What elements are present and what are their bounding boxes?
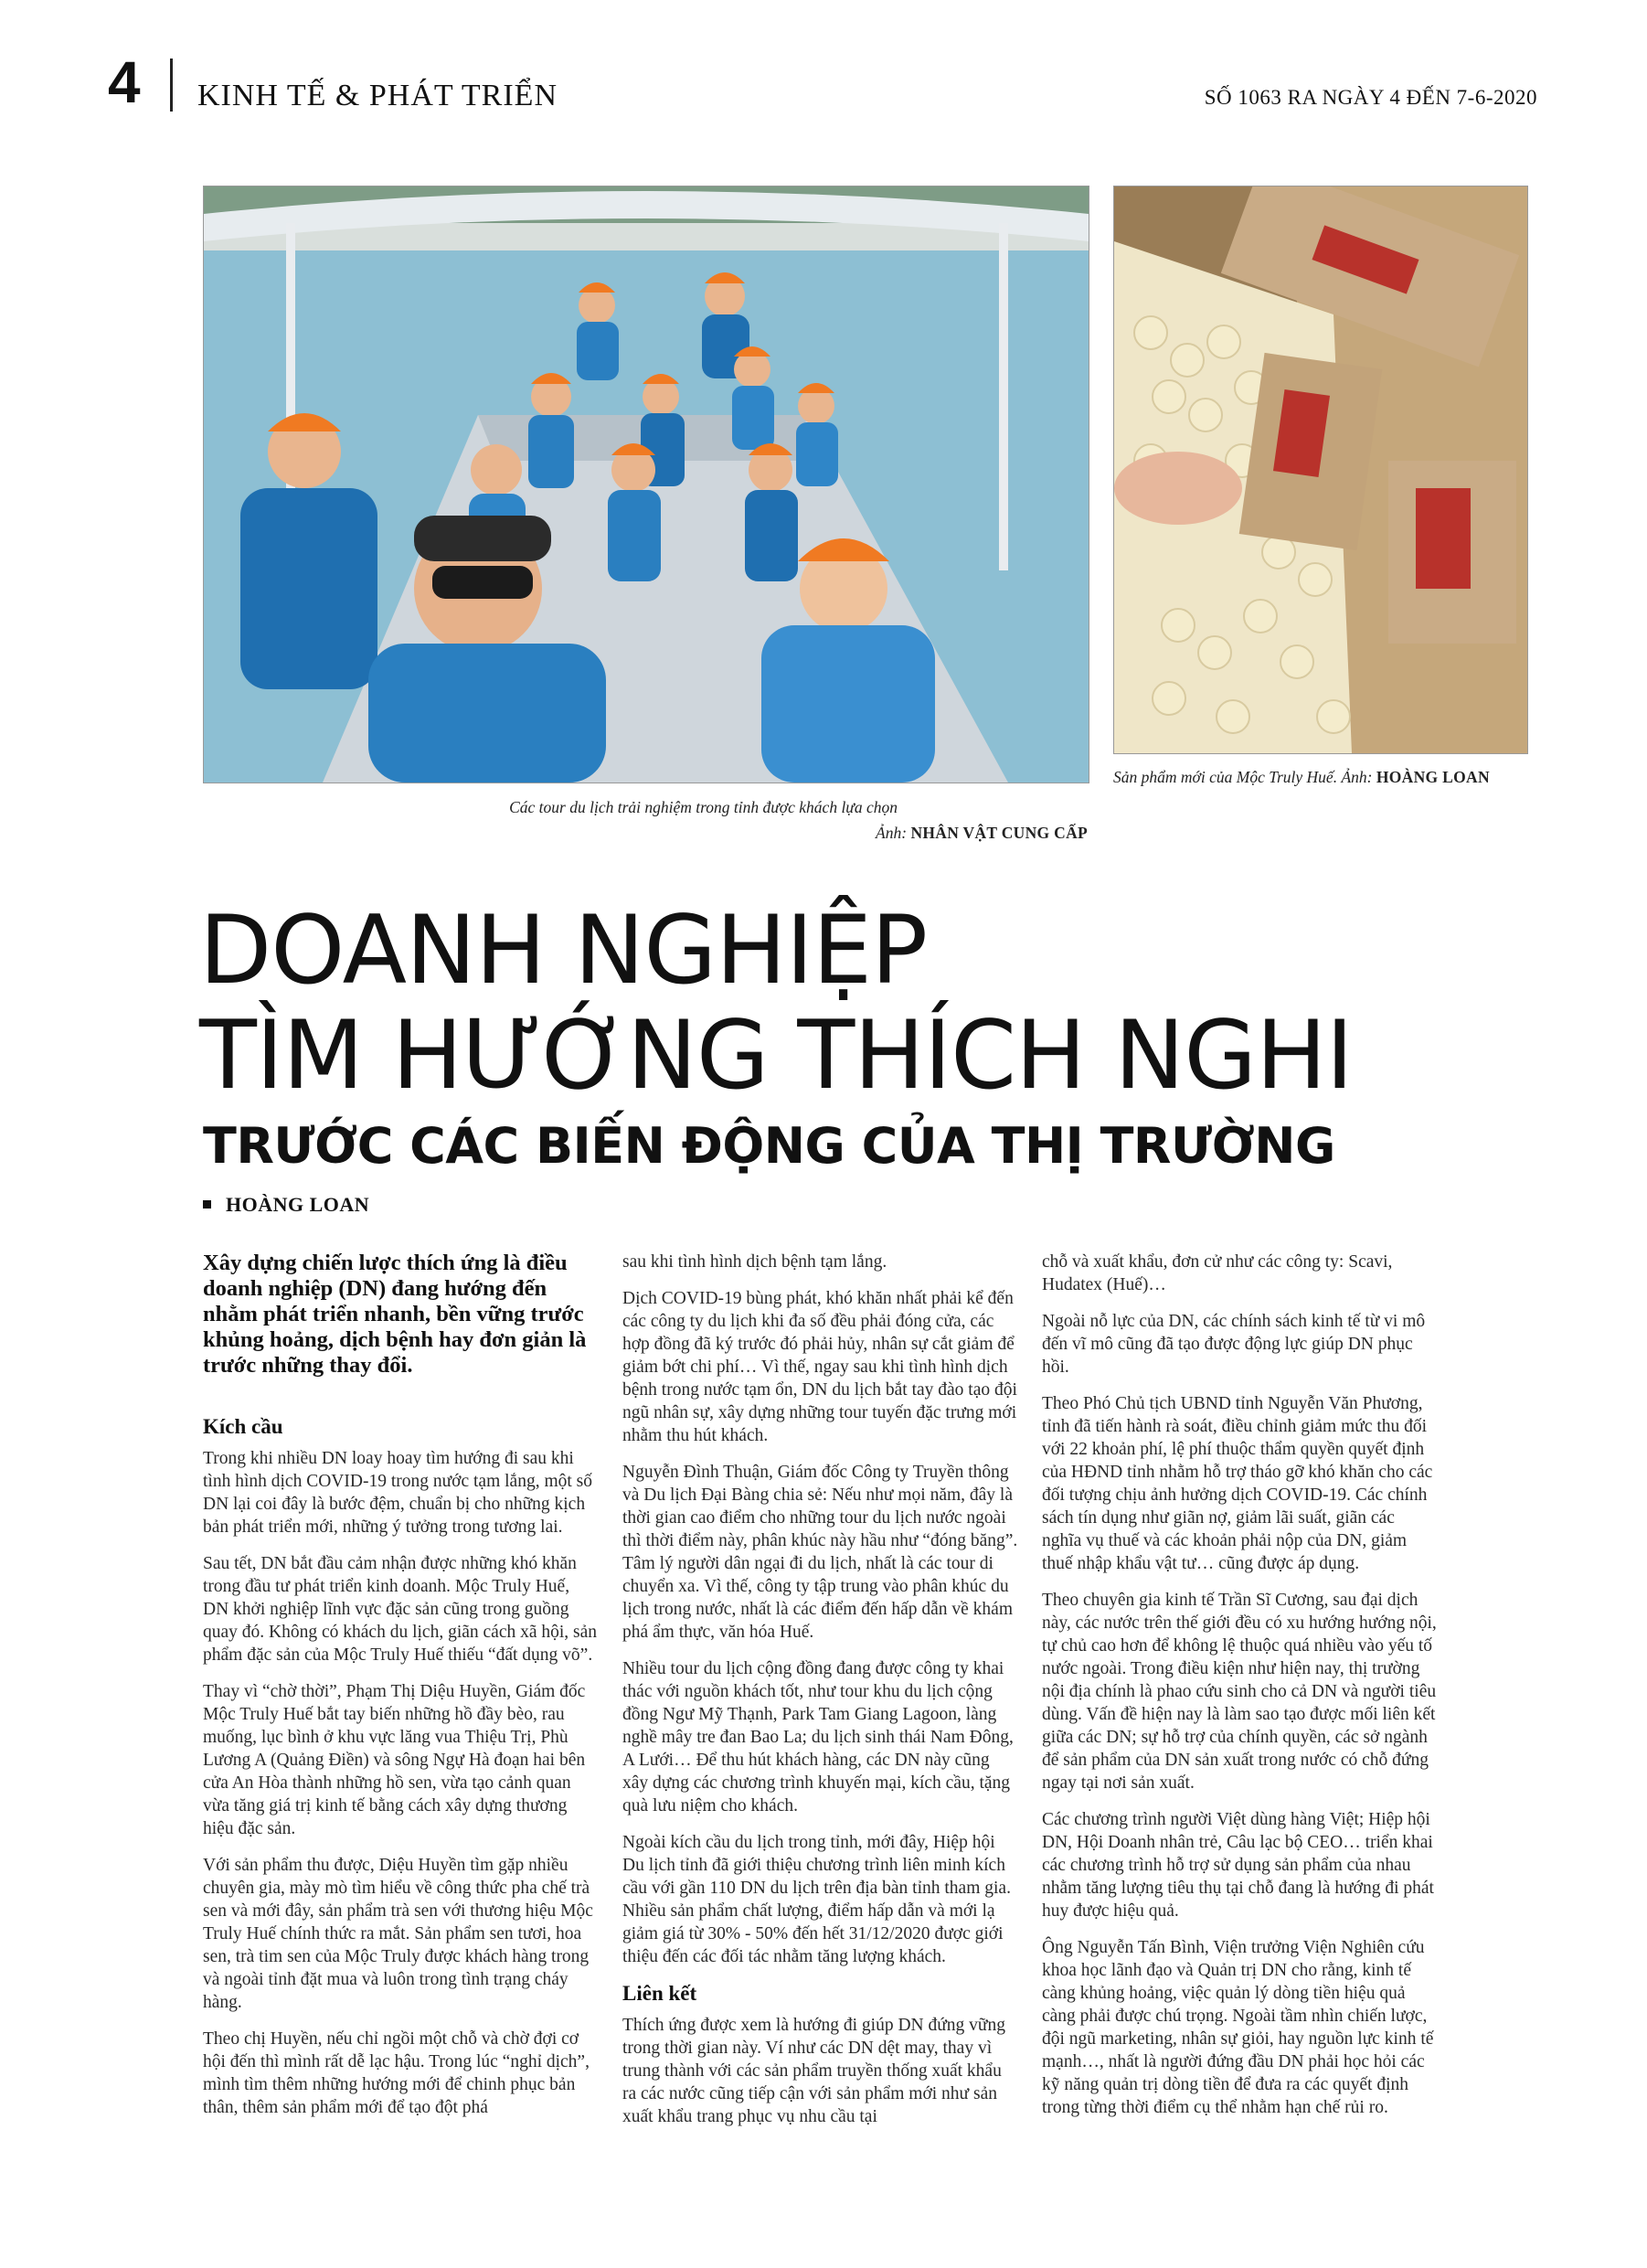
subhead-kich-cau: Kích cầu [203,1415,283,1438]
headline-line-1: DOANH NGHIỆP [199,896,928,1006]
paragraph: Nguyễn Đình Thuận, Giám đốc Công ty Truyền thông và Du lịch Đại Bàng chia sẻ: Nếu như mọi năm, đây là thời gian cao điểm cho những tour du lịch nước ngoài thì thời điểm này, phân khúc này hầu như “đóng băng”. Tâm lý người dân ngại đi du lịch, nhất là các tour di chuyển xa. Vì thế, công ty tập trung vào phân khúc du lịch trong nước, nhất là các điểm đến hấp dẫn về khám phá ẩm thực, văn hóa Huế. [622,1463,1018,1642]
article-column-3 [1042,1251,1439,2133]
paragraph: Thay vì “chờ thời”, Phạm Thị Diệu Huyền, Giám đốc Mộc Truly Huế bắt tay biến những hồ đầy bèo, rau muống, lục bình ở khu vực lăng vua Thiệu Trị, Phù Lương A (Quảng Điền) và sông Ngự Hà đoạn hai bên cửa An Hòa thành những hồ sen, vừa tạo cảnh quan vừa tăng giá trị kinh tế bằng cách xây dựng thương hiệu đặc sản. [203,1682,586,1838]
left-photo-credit [640,824,1088,843]
byline [203,1193,369,1217]
subhead-lien-ket: Liên kết [622,1982,697,2005]
paragraph: Với sản phẩm thu được, Diệu Huyền tìm gặp nhiều chuyên gia, mày mò tìm hiểu về công thức pha chế trà sen và mới đây, sản phẩm trà sen với thương hiệu Mộc Truly Huế chính thức ra mắt. Sản phẩm sen tươi, hoa sen, trà tim sen của Mộc Truly được khách hàng trong và ngoài tỉnh đặt mua và luôn trong tình trạng cháy hàng. [203,1856,593,2012]
paragraph: Ngoài kích cầu du lịch trong tỉnh, mới đây, Hiệp hội Du lịch tỉnh đã giới thiệu chương trình liên minh kích cầu với gần 110 DN du lịch trên địa bàn tỉnh tham gia. Nhiều sản phẩm chất lượng, điểm hấp dẫn và mới lạ giảm giá từ 30% - 50% đến hết 31/12/2020 được giới thiệu đến các đối tác nhằm tăng lượng khách. [622,1833,1011,1966]
tour-boat-photo [203,186,1089,783]
paragraph: Ông Nguyễn Tấn Bình, Viện trưởng Viện Nghiên cứu khoa học lãnh đạo và Quản trị DN cho rằng, kinh tế càng khủng hoảng, việc quản lý dòng tiền hiệu quả càng phải được chú trọng. Ngoài tầm nhìn chiến lược, đội ngũ marketing, nhân sự giỏi, hay nguồn lực kinh tế mạnh…, nhất là người đứng đầu DN phải học hỏi các kỹ năng quản trị dòng tiền để đưa ra các quyết định trong từng thời điểm cụ thể nhằm hạn chế rủi ro. [1042,1938,1434,2117]
paragraph: Ngoài nỗ lực của DN, các chính sách kinh tế từ vi mô đến vĩ mô cũng đã tạo được động lực giúp DN phục hồi. [1042,1312,1426,1377]
paragraph: Các chương trình người Việt dùng hàng Việt; Hiệp hội DN, Hội Doanh nhân trẻ, Câu lạc bộ CEO… triển khai các chương trình hỗ trợ sử dụng sản phẩm của nhau nhằm tăng lượng tiêu thụ tại chỗ đang là hướng đi phát huy được hiệu quả. [1042,1810,1434,1921]
paragraph: Trong khi nhiều DN loay hoay tìm hướng đi sau khi tình hình dịch COVID-19 trong nước tạm lắng, một số DN lại coi đây là bước đệm, chuẩn bị cho những kịch bản phát triển mới, những ý tưởng trong tương lai. [203,1449,593,1537]
left-photo-caption: Các tour du lịch trải nghiệm trong tỉnh được khách lựa chọn [509,798,898,816]
section-title: KINH TẾ & PHÁT TRIỂN [197,79,558,112]
article-column-2 [622,1251,1019,2142]
paragraph: Theo Phó Chủ tịch UBND tỉnh Nguyễn Văn Phương, tỉnh đã tiến hành rà soát, điều chỉnh giảm mức thu đối với 22 khoản phí, lệ phí thuộc thẩm quyền quyết định của HĐND tỉnh nhằm hỗ trợ tháo gỡ khó khăn cho các đối tượng chịu ảnh hưởng dịch COVID-19. Các chính sách tín dụng như giãn nợ, giảm lãi suất, giãn các nghĩa vụ thuế và các khoản phải nộp của DN, giảm thuế nhập khẩu vật tư… cũng được áp dụng. [1042,1394,1433,1573]
left-photo-credit-name: NHÂN VẬT CUNG CẤP [910,824,1088,842]
right-photo-caption [1113,768,1534,787]
page-number: 4 [108,49,141,115]
paragraph: Theo chuyên gia kinh tế Trần Sĩ Cương, sau đại dịch này, các nước trên thế giới đều có xu hướng hướng nội, tự chủ cao hơn để không lệ thuộc quá nhiều vào yếu tố nước ngoài. Trong điều kiện như hiện nay, thị trường nội địa chính là phao cứu sinh cho cả DN và người tiêu dùng. Vấn đề hiện nay là làm sao tạo được mối liên kết giữa các DN; sự hỗ trợ của chính quyền, các sở ngành để sản phẩm của DN sản xuất trong nước có chỗ đứng ngay tại nơi sản xuất. [1042,1591,1437,1793]
article-lead: Xây dựng chiến lược thích ứng là điều doanh nghiệp (DN) đang hướng đến nhằm phát triển nhanh, bền vững trước khủng hoảng, dịch bệnh hay đơn giản là trước những thay đổi. [203,1251,587,1378]
right-photo-credit-name: HOÀNG LOAN [1376,768,1490,786]
paragraph: Dịch COVID-19 bùng phát, khó khăn nhất phải kể đến các công ty du lịch khi đa số đều phải đóng cửa, các hợp đồng đã ký trước đó phải hủy, nhân sự cắt giảm để giảm bớt chi phí… Vì thế, ngay sau khi tình hình dịch bệnh trong nước tạm ổn, DN du lịch bắt tay đào tạo đội ngũ nhân sự, xây dựng những tour tuyến đặc trưng mới nhằm thu hút khách. [622,1289,1017,1445]
headline-line-2: TÌM HƯỚNG THÍCH NGHI [199,1001,1353,1111]
header-divider [170,59,173,112]
paragraph: Sau tết, DN bắt đầu cảm nhận được những khó khăn trong đầu tư phát triển kinh doanh. Mộc Truly Huế, DN khởi nghiệp lĩnh vực đặc sản cũng trong guồng quay đó. Không có khách du lịch, giãn cách xã hội, sản phẩm đặc sản của Mộc Truly Huế thiếu “đất dụng võ”. [203,1554,598,1665]
headline-subtitle: TRƯỚC CÁC BIẾN ĐỘNG CỦA THỊ TRƯỜNG [203,1117,1335,1175]
paragraph: Theo chị Huyền, nếu chỉ ngồi một chỗ và chờ đợi cơ hội đến thì mình rất dễ lạc hậu. Trong lúc “nghỉ dịch”, mình tìm thêm những hướng mới để chinh phục bản thân, thêm sản phẩm mới để tạo đột phá [203,2029,590,2117]
paragraph: Nhiều tour du lịch cộng đồng đang được công ty khai thác với nguồn khách tốt, như tour khu du lịch cộng đồng Ngư Mỹ Thạnh, Park Tam Giang Lagoon, làng nghề mây tre đan Bao La; du lịch sinh thái Nam Đông, A Lưới… Để thu hút khách hàng, các DN này cũng xây dựng các chương trình khuyến mại, kích cầu, tặng quà lưu niệm cho khách. [622,1659,1014,1815]
byline-bullet-icon [203,1200,211,1209]
left-photo-credit-prefix: Ảnh: [876,824,908,842]
issue-info: SỐ 1063 RA NGÀY 4 ĐẾN 7-6-2020 [1204,86,1537,109]
paragraph: sau khi tình hình dịch bệnh tạm lắng. [622,1252,887,1272]
article-column-1 [203,1251,600,2133]
byline-author: HOÀNG LOAN [226,1193,370,1216]
right-photo-caption-text: Sản phẩm mới của Mộc Truly Huế. Ảnh: [1113,768,1373,786]
paragraph: chỗ và xuất khẩu, đơn cử như các công ty: Scavi, Hudatex (Huế)… [1042,1252,1393,1294]
paragraph: Thích ứng được xem là hướng đi giúp DN đứng vững trong thời gian này. Ví như các DN dệt may, thay vì trung thành với các sản phẩm truyền thống xuất khẩu ra các nước cũng tiếp cận với sản phẩm mới như sản xuất khẩu trang phục vụ nhu cầu tại [622,2016,1006,2126]
lotus-product-photo [1113,186,1528,754]
